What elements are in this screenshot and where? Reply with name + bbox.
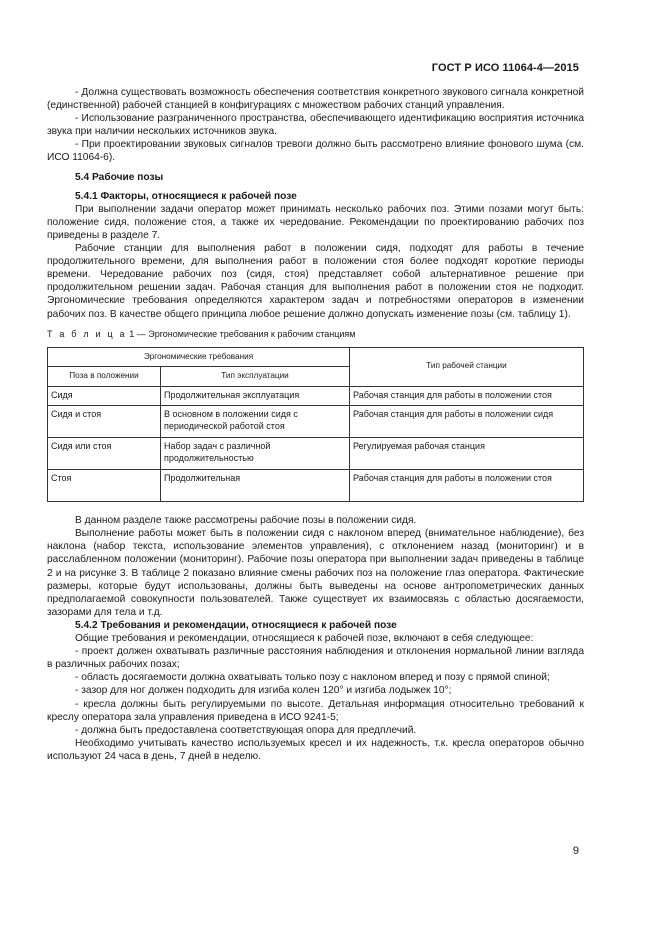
ergonomic-requirements-table	[47, 347, 584, 503]
table-row	[48, 470, 584, 502]
paragraph: Общие требования и рекомендации, относящиеся к рабочей позе, включают в себя следующее:	[75, 633, 534, 645]
cell-posture: Стоя	[48, 470, 161, 502]
list-item: - зазор для ног должен подходить для изгиба колен 120° и изгиба лодыжек 10°;	[75, 685, 452, 697]
col-header-station: Тип рабочей станции	[350, 347, 584, 386]
cell-station: Рабочая станция для работы в положении стоя	[350, 386, 584, 406]
document-body	[47, 86, 584, 763]
cell-posture: Сидя или стоя	[48, 438, 161, 470]
cell-station: Рабочая станция для работы в положении сидя	[350, 406, 584, 438]
intro-item: - При проектировании звуковых сигналов тревоги должно быть рассмотрено влияние фонового шума (см. ИСО 11064-6).	[47, 139, 584, 164]
cell-mode: В основном в положении сидя с периодической работой стоя	[161, 406, 350, 438]
paragraph: Необходимо учитывать качество используемых кресел и их надежность, т.к. кресла операторов обычно используют 24 часа в день, 7 дней в неделю.	[47, 737, 584, 762]
intro-item: - Должна существовать возможность обеспечения соответствия конкретного звукового сигнала конкретной (единственной) рабочей станцией в конфигурациях с множеством рабочих станций управления.	[47, 87, 584, 112]
list-item: - кресла должны быть регулируемыми по высоте. Детальная информация относительно требований к креслу оператора зала управления приведена в ИСО 9241-5;	[47, 698, 584, 723]
paragraph: Рабочие станции для выполнения работ в положении сидя, подходят для работы в течение продолжительного времени, для выполнения работ в положении стоя более подходят короткие периоды времени. Чередование рабочих поз (сидя, стоя) представляет собой альтернативное решение при продолжительном решении задач. Рабочая станция для выполнения работ в положении стоя не подходит. Эргономические требования определяются характером задач и потребностями операторов в изменении рабочих поз. В качестве общего принципа любое решение должно допускать изменение позы (см. таблицу 1).	[47, 243, 584, 320]
subsection-heading: 5.4.2 Требования и рекомендации, относящиеся к рабочей позе	[75, 619, 397, 631]
list-item: - проект должен охватывать различные расстояния наблюдения и отклонения нормальной линии взгляда в различных рабочих позах;	[47, 646, 584, 671]
cell-posture: Сидя и стоя	[48, 406, 161, 438]
cell-mode: Набор задач с различной продолжительностью	[161, 438, 350, 470]
paragraph: В данном разделе также рассмотрены рабочие позы в положении сидя.	[75, 515, 417, 527]
intro-item: - Использование разграниченного пространства, обеспечивающего идентификацию восприятия источника звука при наличии нескольких источников звука.	[47, 113, 584, 138]
table-row	[48, 406, 584, 438]
table-caption-prefix: Т а б л и ц а	[47, 328, 127, 339]
list-item: - область досягаемости должна охватывать только позу с наклоном вперед и позу с прямой спиной;	[75, 672, 550, 684]
cell-mode: Продолжительная	[161, 470, 350, 502]
cell-posture: Сидя	[48, 386, 161, 406]
subsection-heading: 5.4.1 Факторы, относящиеся к рабочей позе	[75, 190, 297, 202]
table-caption	[47, 328, 584, 341]
col-header-posture: Поза в положении	[48, 367, 161, 387]
paragraph: Выполнение работы может быть в положении сидя с наклоном вперед (внимательное наблюдение), без наклона (набор текста, использование элементов управления), с отклонением назад (мониторинг) и в расслабленном положении (мониторинг). Рабочие позы оператора при выполнении задач приведены в таблице 2 и на рисунке 3. В таблице 2 показано влияние смены рабочих поз на положение глаз оператора. Фактические размеры, которые будут использованы, должны быть выведены на основе антропометрических данных предполагаемой совокупности пользователей. Также существует их взаимосвязь с областью досягаемости, зазорами для тела и т.д.	[47, 528, 584, 618]
table-row	[48, 438, 584, 470]
page-number: 9	[572, 845, 579, 857]
list-item: - должна быть предоставлена соответствующая опора для предплечий.	[75, 724, 417, 736]
cell-station: Регулируемая рабочая станция	[350, 438, 584, 470]
section-heading: 5.4 Рабочие позы	[75, 171, 164, 183]
col-header-mode: Тип эксплуатации	[161, 367, 350, 387]
table-row	[48, 386, 584, 406]
paragraph: При выполнении задачи оператор может принимать несколько рабочих поз. Этими позами могут быть: положение сидя, положение стоя, а также их чередование. Рекомендации по проектированию рабочих поз приведены в разделе 7.	[47, 203, 584, 241]
document-header: ГОСТ Р ИСО 11064-4—2015	[431, 62, 579, 74]
cell-station: Рабочая станция для работы в положении стоя	[350, 470, 584, 502]
table-caption-title: 1 — Эргономические требования к рабочим станциям	[129, 328, 356, 339]
table-header-row	[48, 347, 584, 367]
group-header: Эргономические требования	[48, 347, 350, 367]
cell-mode: Продолжительная эксплуатация	[161, 386, 350, 406]
